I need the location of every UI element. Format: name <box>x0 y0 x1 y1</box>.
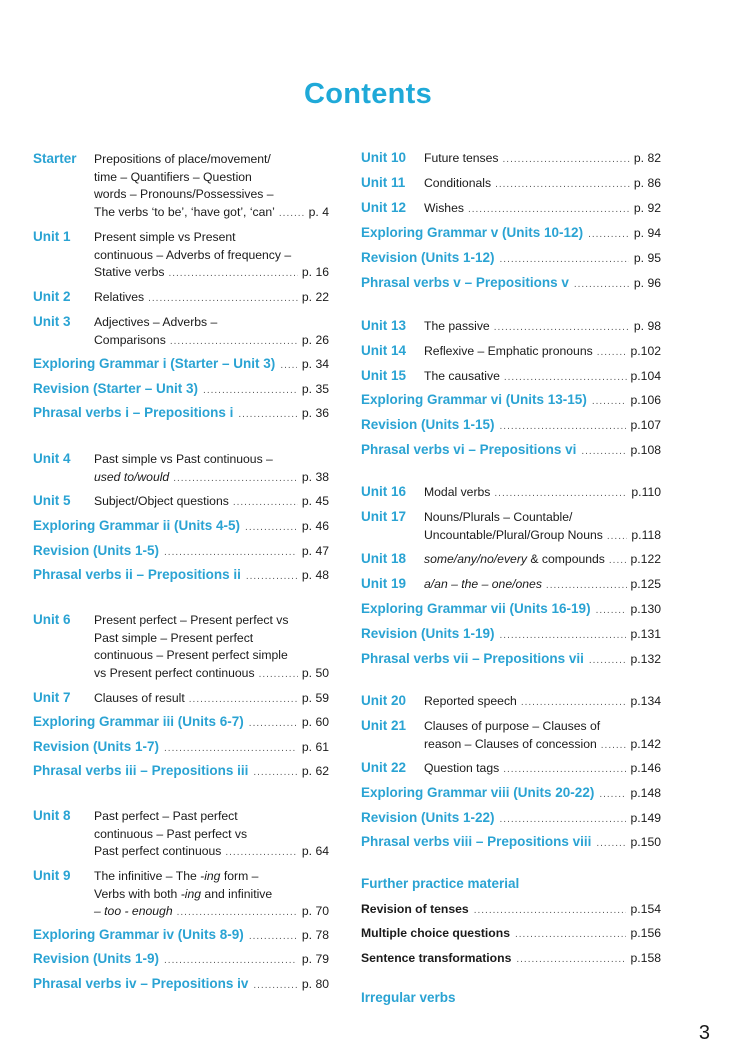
leader-dots <box>259 666 298 684</box>
unit-description <box>94 289 329 308</box>
entry-phrasal-verbs-vii[interactable] <box>361 651 661 666</box>
page-ref: p. 47 <box>301 544 329 558</box>
desc-line: some/any/no/every & compounds <box>424 552 605 566</box>
unit-description <box>424 150 661 169</box>
page-ref: p. 80 <box>301 977 329 991</box>
desc-line: Prepositions of place/movement/ <box>94 152 271 166</box>
desc-line: Clauses of result <box>94 691 185 705</box>
page-ref: p.130 <box>630 602 661 616</box>
page-ref: p.132 <box>630 652 661 666</box>
section-label: Exploring Grammar v (Units 10-12) <box>361 225 584 240</box>
entry-phrasal-verbs-i[interactable] <box>33 405 329 420</box>
unit-label: Unit 12 <box>361 200 407 215</box>
unit-description <box>424 551 661 570</box>
section-label: Phrasal verbs i – Prepositions i <box>33 405 234 420</box>
section-label: Revision (Units 1-22) <box>361 810 495 825</box>
leader-dots <box>503 151 630 169</box>
page-ref: p. 62 <box>301 764 329 778</box>
page-ref: p. 78 <box>301 928 329 942</box>
leader-dots <box>574 279 629 290</box>
leader-dots <box>164 547 297 558</box>
unit-description <box>94 314 329 350</box>
leader-dots <box>504 369 627 387</box>
leader-dots <box>494 319 630 337</box>
unit-description <box>94 493 329 512</box>
desc-line: Comparisons <box>94 332 166 347</box>
section-label: Multiple choice questions <box>361 926 510 940</box>
entry-multiple-choice[interactable] <box>361 926 661 940</box>
leader-dots <box>589 655 626 666</box>
section-label: Revision (Units 1-12) <box>361 250 495 265</box>
page-ref: p.122 <box>630 552 661 566</box>
desc-line: Past simple – Present perfect <box>94 630 254 645</box>
entry-phrasal-verbs-iv[interactable] <box>33 976 329 991</box>
unit-description <box>424 200 661 219</box>
entry-exploring-grammar-i[interactable] <box>33 356 329 371</box>
unit-label: Unit 6 <box>33 612 71 627</box>
page-ref: p. 96 <box>633 276 661 290</box>
section-label: Revision (Units 1-5) <box>33 543 160 558</box>
desc-line: Question tags <box>424 761 500 775</box>
page-ref: p.150 <box>630 835 661 849</box>
leader-dots <box>500 421 626 432</box>
page-ref: p. 86 <box>633 176 661 190</box>
entry-revision-7[interactable] <box>361 626 661 641</box>
leader-dots <box>474 905 626 916</box>
page-ref: p.156 <box>630 926 661 940</box>
entry-revision-8[interactable] <box>361 810 661 825</box>
section-label: Phrasal verbs vii – Prepositions vii <box>361 651 584 666</box>
leader-dots <box>280 360 297 371</box>
entry-phrasal-verbs-v[interactable] <box>361 275 661 290</box>
page-ref: p.102 <box>630 344 661 358</box>
leader-dots <box>516 954 625 965</box>
leader-dots <box>203 385 297 396</box>
section-label: Revision of tenses <box>361 902 469 916</box>
unit-description <box>94 151 329 222</box>
leader-dots <box>601 737 627 755</box>
entry-phrasal-verbs-viii[interactable] <box>361 834 661 849</box>
leader-dots <box>609 552 627 570</box>
unit-description <box>424 368 661 387</box>
entry-revision-3[interactable] <box>33 739 329 754</box>
desc-line: Reported speech <box>424 694 517 708</box>
page-ref: p.146 <box>630 761 661 775</box>
unit-label: Unit 16 <box>361 484 407 499</box>
unit-label: Unit 9 <box>33 868 71 883</box>
unit-description <box>94 229 329 283</box>
unit-label: Unit 7 <box>33 690 71 705</box>
leader-dots <box>170 333 298 351</box>
leader-dots <box>148 290 298 308</box>
desc-line: Past perfect – Past perfect <box>94 809 238 823</box>
unit-description <box>424 718 661 754</box>
desc-line: vs Present perfect continuous <box>94 665 255 680</box>
page-ref: p.108 <box>630 443 661 457</box>
entry-revision-2[interactable] <box>33 543 329 558</box>
desc-line: Present simple vs Present <box>94 230 236 244</box>
entry-revision-6[interactable] <box>361 417 661 432</box>
leader-dots <box>500 630 626 641</box>
desc-line: Reflexive – Emphatic pronouns <box>424 344 593 358</box>
unit-label: Unit 8 <box>33 808 71 823</box>
leader-dots <box>173 470 298 488</box>
page-ref: p. 94 <box>633 226 661 240</box>
unit-description <box>424 693 661 712</box>
entry-phrasal-verbs-vi[interactable] <box>361 442 661 457</box>
desc-line: Conditionals <box>424 176 492 190</box>
entry-exploring-grammar-vi[interactable] <box>361 392 661 407</box>
page-ref: p.104 <box>630 369 661 383</box>
entry-sentence-transformations[interactable] <box>361 951 661 965</box>
leader-dots <box>596 605 626 616</box>
section-label: Phrasal verbs iv – Prepositions iv <box>33 976 249 991</box>
leader-dots <box>494 485 627 503</box>
unit-label: Unit 22 <box>361 760 407 775</box>
desc-line: Past perfect continuous <box>94 844 222 858</box>
page-ref: p.107 <box>630 418 661 432</box>
unit-label: Unit 4 <box>33 451 71 466</box>
page-ref: p. 35 <box>301 382 329 396</box>
entry-exploring-grammar-ii[interactable] <box>33 518 329 533</box>
desc-line: continuous – Adverbs of frequency – <box>94 247 292 262</box>
entry-exploring-grammar-vii[interactable] <box>361 601 661 616</box>
unit-description <box>94 612 329 683</box>
leader-dots <box>177 904 298 922</box>
section-label: Exploring Grammar vi (Units 13-15) <box>361 392 587 407</box>
desc-line: Stative verbs <box>94 265 165 279</box>
section-label: Phrasal verbs iii – Prepositions iii <box>33 763 249 778</box>
unit-label: Unit 17 <box>361 509 407 524</box>
further-practice-heading: Further practice material <box>361 876 520 891</box>
unit-label: Unit 19 <box>361 576 407 591</box>
desc-line: Uncountable/Plural/Group Nouns <box>424 527 603 542</box>
leader-dots <box>503 761 626 779</box>
unit-label: Unit 20 <box>361 693 407 708</box>
leader-dots <box>500 814 626 825</box>
leader-dots <box>599 789 625 800</box>
page-ref: p. 36 <box>301 406 329 420</box>
desc-line: a/an – the – one/ones <box>424 577 542 591</box>
page-ref: p. 50 <box>301 665 329 680</box>
page-number: 3 <box>698 1022 710 1044</box>
leader-dots <box>253 980 297 991</box>
page-ref: p.134 <box>630 694 661 708</box>
leader-dots <box>546 577 627 595</box>
page-ref: p. 16 <box>301 265 329 279</box>
desc-line: The verbs ‘to be’, ‘have got’, ‘can’ <box>94 204 275 219</box>
section-label: Revision (Units 1-7) <box>33 739 160 754</box>
section-label: Revision (Units 1-19) <box>361 626 495 641</box>
section-label: Exploring Grammar iii (Units 6-7) <box>33 714 244 729</box>
leader-dots <box>238 409 297 420</box>
desc-line: Wishes <box>424 201 464 215</box>
section-label: Phrasal verbs v – Prepositions v <box>361 275 569 290</box>
section-label: Revision (Units 1-15) <box>361 417 495 432</box>
page-ref: p.118 <box>631 527 661 542</box>
unit-label: Unit 3 <box>33 314 71 329</box>
unit-label: Unit 14 <box>361 343 407 358</box>
desc-line: The passive <box>424 319 490 333</box>
leader-dots <box>249 718 297 729</box>
desc-line: The causative <box>424 369 500 383</box>
desc-line: Present perfect – Present perfect vs <box>94 613 289 627</box>
irregular-verbs-link[interactable]: Irregular verbs <box>361 990 456 1005</box>
desc-line: Verbs with both -ing and infinitive <box>94 886 273 901</box>
unit-description <box>424 318 661 337</box>
page-ref: p. 46 <box>301 519 329 533</box>
page-ref: p. 95 <box>633 251 661 265</box>
desc-line: Future tenses <box>424 151 499 165</box>
leader-dots <box>500 254 629 265</box>
desc-line: Subject/Object questions <box>94 494 229 508</box>
desc-line: words – Pronouns/Possessives – <box>94 187 274 201</box>
unit-label: Unit 21 <box>361 718 407 733</box>
section-label: Revision (Starter – Unit 3) <box>33 381 199 396</box>
page-ref: p. 92 <box>633 201 661 215</box>
leader-dots <box>164 955 297 966</box>
unit-label: Unit 11 <box>361 175 406 190</box>
section-label: Phrasal verbs vi – Prepositions vi <box>361 442 577 457</box>
leader-dots <box>597 344 627 362</box>
page-ref: p. 64 <box>301 844 329 858</box>
unit-description <box>94 808 329 862</box>
desc-line: continuous – Present perfect simple <box>94 648 288 662</box>
entry-exploring-grammar-iv[interactable] <box>33 927 329 942</box>
leader-dots <box>164 743 297 754</box>
unit-label: Unit 13 <box>361 318 407 333</box>
leader-dots <box>581 446 625 457</box>
unit-description <box>94 690 329 709</box>
desc-line: Modal verbs <box>424 485 491 499</box>
page-ref: p. 59 <box>301 691 329 705</box>
unit-description <box>424 509 661 545</box>
unit-label: Unit 5 <box>33 493 71 508</box>
entry-revision-4[interactable] <box>33 951 329 966</box>
desc-line: Past simple vs Past continuous – <box>94 452 273 466</box>
section-label: Revision (Units 1-9) <box>33 951 160 966</box>
page-ref: p. 98 <box>633 319 661 333</box>
page-ref: p. 4 <box>308 204 329 219</box>
page-ref: p.125 <box>630 577 661 591</box>
unit-label: Starter <box>33 151 77 166</box>
desc-line: The infinitive – The -ing form – <box>94 869 259 883</box>
leader-dots <box>596 838 625 849</box>
page-ref: p.158 <box>630 951 661 965</box>
unit-label: Unit 18 <box>361 551 407 566</box>
unit-description <box>424 576 661 595</box>
entry-exploring-grammar-iii[interactable] <box>33 714 329 729</box>
leader-dots <box>168 265 297 283</box>
leader-dots <box>495 176 630 194</box>
leader-dots <box>189 691 298 709</box>
section-label: Exploring Grammar viii (Units 20-22) <box>361 785 595 800</box>
page-ref: p. 61 <box>301 740 329 754</box>
page-ref: p. 22 <box>301 290 329 304</box>
desc-line: continuous – Past perfect vs <box>94 826 248 841</box>
unit-label: Unit 1 <box>33 229 71 244</box>
unit-label: Unit 15 <box>361 368 407 383</box>
section-label: Sentence transformations <box>361 951 512 965</box>
section-label: Phrasal verbs ii – Prepositions ii <box>33 567 241 582</box>
leader-dots <box>246 571 297 582</box>
page-ref: p. 45 <box>301 494 329 508</box>
desc-line: Relatives <box>94 290 145 304</box>
section-label: Exploring Grammar ii (Units 4-5) <box>33 518 241 533</box>
page-ref: p.131 <box>630 627 661 641</box>
unit-description <box>424 484 661 503</box>
desc-line: Nouns/Plurals – Countable/ <box>424 510 573 524</box>
desc-line: used to/would <box>94 469 170 484</box>
leader-dots <box>279 205 305 223</box>
unit-description <box>94 868 329 922</box>
page-ref: p.148 <box>630 786 661 800</box>
desc-line: Clauses of purpose – Clauses of <box>424 719 601 733</box>
page-ref: p. 70 <box>301 904 329 918</box>
leader-dots <box>233 494 298 512</box>
page-ref: p.142 <box>630 736 661 751</box>
page-ref: p.149 <box>630 811 661 825</box>
page-ref: p.106 <box>630 393 661 407</box>
entry-exploring-grammar-v[interactable] <box>361 225 661 240</box>
unit-description <box>424 343 661 362</box>
page-ref: p. 48 <box>301 568 329 582</box>
entry-exploring-grammar-viii[interactable] <box>361 785 661 800</box>
leader-dots <box>515 929 626 940</box>
page-ref: p. 34 <box>301 357 329 371</box>
entry-revision-1[interactable] <box>33 381 329 396</box>
section-label: Phrasal verbs viii – Prepositions viii <box>361 834 592 849</box>
leader-dots <box>468 201 630 219</box>
page-title: Contents <box>303 78 433 110</box>
desc-line: time – Quantifiers – Question <box>94 169 252 184</box>
unit-label: Unit 2 <box>33 289 71 304</box>
entry-revision-5[interactable] <box>361 250 661 265</box>
page-ref: p. 79 <box>301 952 329 966</box>
unit-description <box>424 760 661 779</box>
leader-dots <box>607 528 628 546</box>
page-ref: p. 60 <box>301 715 329 729</box>
leader-dots <box>253 767 297 778</box>
page-ref: p. 26 <box>301 332 329 347</box>
page-ref: p.154 <box>630 902 661 916</box>
leader-dots <box>521 694 627 712</box>
unit-description <box>424 175 661 194</box>
leader-dots <box>225 844 298 862</box>
leader-dots <box>245 522 297 533</box>
leader-dots <box>592 396 626 407</box>
entry-phrasal-verbs-iii[interactable] <box>33 763 329 778</box>
entry-revision-of-tenses[interactable] <box>361 902 661 916</box>
desc-line: – too - enough <box>94 904 173 918</box>
desc-line: reason – Clauses of concession <box>424 736 597 751</box>
page-ref: p. 38 <box>301 469 329 484</box>
unit-description <box>94 451 329 487</box>
unit-label: Unit 10 <box>361 150 407 165</box>
leader-dots <box>588 229 629 240</box>
leader-dots <box>249 931 297 942</box>
page-ref: p. 82 <box>633 151 661 165</box>
entry-phrasal-verbs-ii[interactable] <box>33 567 329 582</box>
section-label: Exploring Grammar i (Starter – Unit 3) <box>33 356 276 371</box>
section-label: Exploring Grammar iv (Units 8-9) <box>33 927 244 942</box>
desc-line: Adjectives – Adverbs – <box>94 315 218 329</box>
section-label: Exploring Grammar vii (Units 16-19) <box>361 601 591 616</box>
page-ref: p.110 <box>631 485 661 499</box>
